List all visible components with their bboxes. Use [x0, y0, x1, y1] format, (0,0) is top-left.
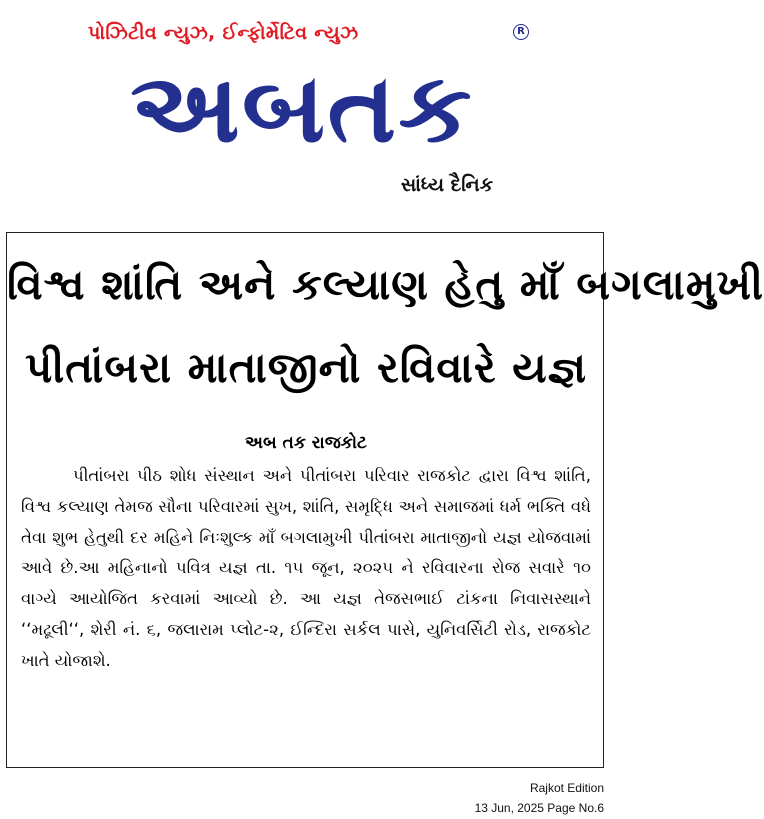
news-article: [6, 232, 764, 768]
headline-line-1: વિશ્વ શાંતિ અને કલ્યાણ હેતુ માઁ બગલામુખી: [7, 260, 764, 309]
masthead: [0, 0, 612, 210]
issue-date-page: 13 Jun, 2025 Page No.6: [474, 801, 604, 815]
headline-line-2: પીતાંબરા માતાજીનો રવિવારે યજ્ઞ: [24, 343, 588, 392]
masthead-tagline: પોઝિટીવ ન્યુઝ, ઈન્ફોર્મેટિવ ન્યુઝ: [88, 22, 359, 44]
article-dateline: અબ તક રાજકોટ: [245, 433, 367, 453]
page-footer: [475, 778, 604, 818]
article-body: પીતાંબરા પીઠ શોધ સંસ્થાન અને પીતાંબરા પરિવાર રાજકોટ દ્વારા વિશ્વ શાંતિ, વિશ્વ કલ્યાણ તેમજ સૌના પરિવારમાં સુખ, શાંતિ, સમૃદ્ધિ અને સમાજમાં ધર્મ ભક્તિ વધે તેવા શુભ હેતુથી દર મહિને નિઃશુલ્ક માઁ બગલામુખી પીતાંબરા માતાજીનો યજ્ઞ યોજવામાં આવે છે.આ મહિનાનો પવિત્ર યજ્ઞ તા. ૧૫ જૂન, ૨૦૨૫ ને રવિવારના રોજ સવારે ૧૦ વાગ્યે આયોજિત કરવામાં આવ્યો છે. આ યજ્ઞ તેજસભાઈ ટાંકના નિવાસસ્થાને ‘‘મઢૂલી‘‘, શેરી નં. ૬, જલારામ પ્લોટ-૨, ઈન્દિરા સર્કલ પાસે, યુનિવર્સિટી રોડ, રાજકોટ ખાતે યોજાશે.: [21, 466, 591, 670]
registered-trademark-icon: R: [513, 24, 529, 40]
edition-type-label: સાંધ્ય દૈનિક: [400, 174, 494, 196]
newspaper-logo: અબતક: [130, 51, 474, 165]
edition-name: Rajkot Edition: [529, 781, 604, 795]
